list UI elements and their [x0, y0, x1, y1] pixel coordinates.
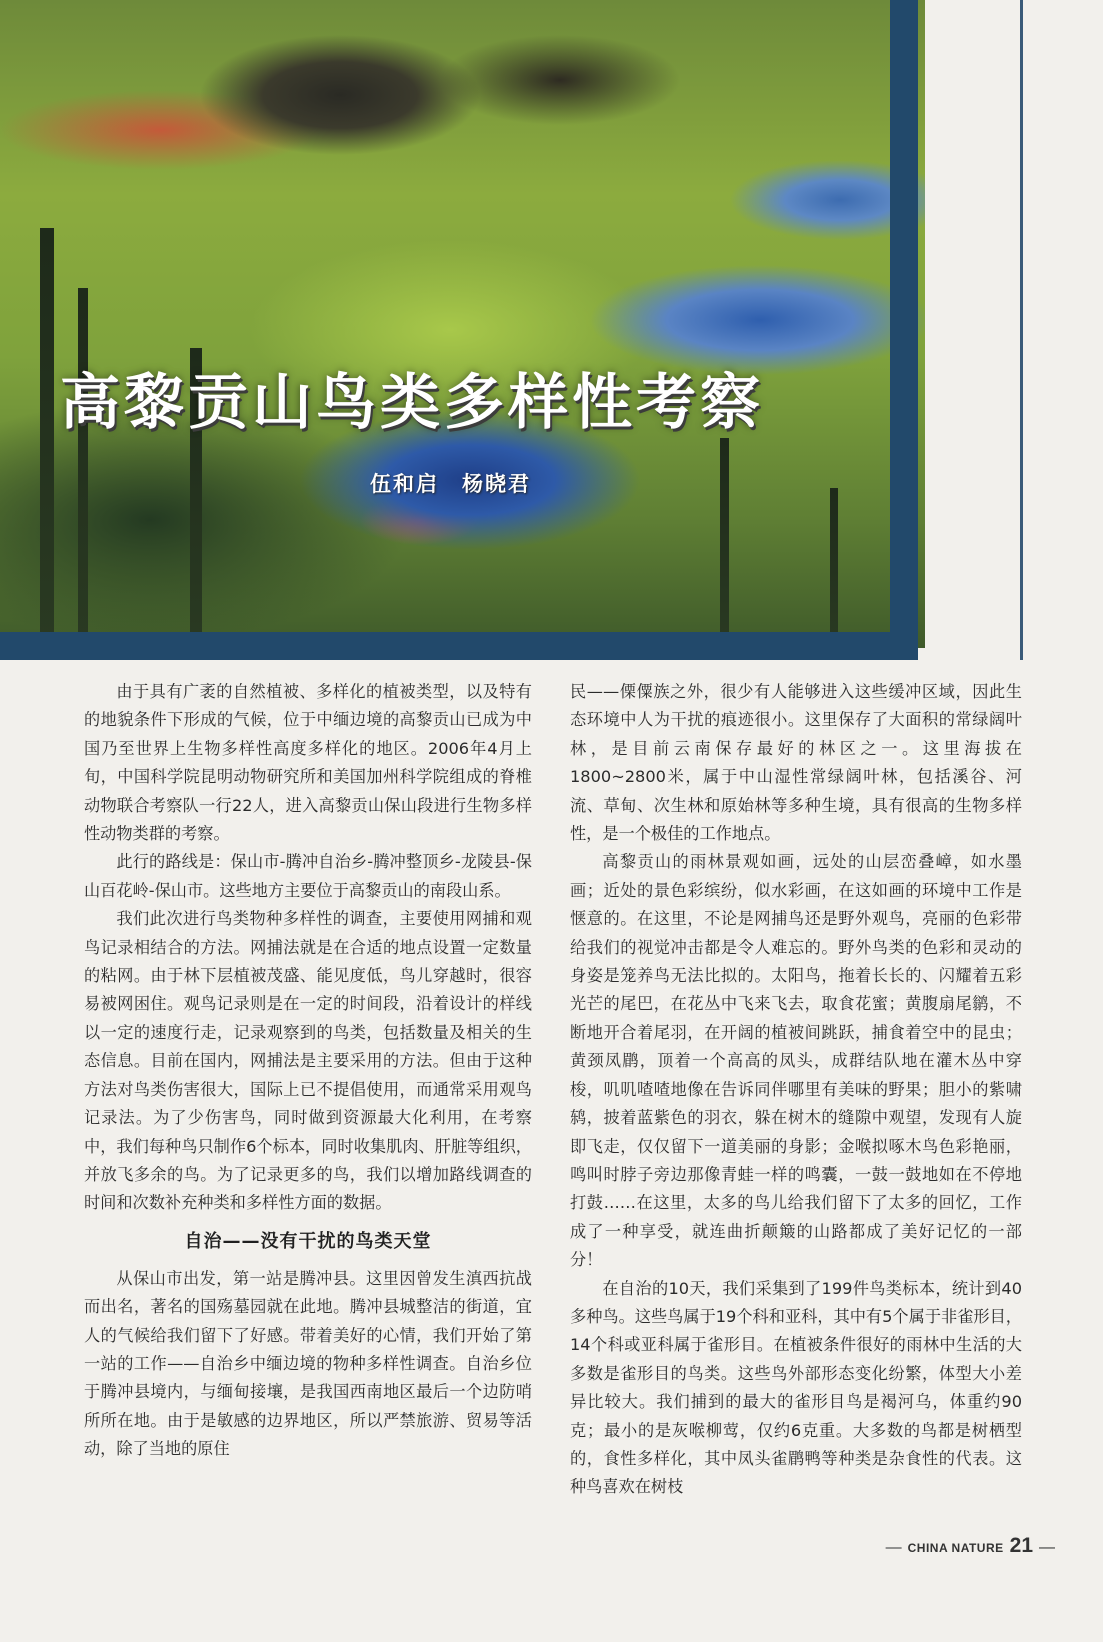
- paragraph-route: 此行的路线是：保山市-腾冲自治乡-腾冲整顶乡-龙陵县-保山百花岭-保山市。这些地方主要位于高黎贡山的南段山系。: [84, 852, 532, 900]
- magazine-name: CHINA NATURE: [907, 1541, 1004, 1555]
- frame-line: [1020, 0, 1023, 660]
- frame-bar-right: [890, 0, 918, 660]
- tree-silhouette: [720, 438, 729, 648]
- article-title: 高黎贡山鸟类多样性考察: [60, 368, 764, 438]
- page-footer: [886, 1534, 1055, 1558]
- paragraph-specimens: 在自治的10天，我们采集到了199件鸟类标本，统计到40多种鸟。这些鸟属于19个科和亚科，其中有5个属于非雀形目，14个科或亚科属于雀形目。在植被条件很好的雨林中生活的大多数是雀形目的鸟类。这些鸟外部形态变化纷繁，体型大小差异比较大。我们捕到的最大的雀形目鸟是褐河乌，体重约90克；最小的是灰喉柳莺，仅约6克重。大多数的鸟都是树栖型的，食性多样化，其中凤头雀鹛鸭等种类是杂食性的代表。这种鸟喜欢在树枝: [570, 1278, 1022, 1497]
- right-column: [570, 678, 1022, 1502]
- paragraph-methods: 我们此次进行鸟类物种多样性的调查，主要使用网捕和观鸟记录相结合的方法。网捕法就是在合适的地点设置一定数量的粘网。由于林下层植被茂盛、能见度低，鸟儿穿越时，很容易被网困住。观鸟记录则是在一定的时间段，沿着设计的样线以一定的速度行走，记录观察到的鸟类，包括数量及相关的生态信息。目前在国内，网捕法是主要采用的方法。但由于这种方法对鸟类伤害很大，国际上已不提倡使用，而通常采用观鸟记录法。为了少伤害鸟，同时做到资源最大化利用，在考察中，我们每种鸟只制作6个标本，同时收集肌肉、肝脏等组织，并放飞多余的鸟。为了记录更多的鸟，我们以增加路线调查的时间和次数补充种类和多样性方面的数据。: [84, 909, 532, 1213]
- left-column: [84, 678, 532, 1464]
- paragraph-intro: 由于具有广袤的自然植被、多样化的植被类型，以及特有的地貌条件下形成的气候，位于中缅边境的高黎贡山已成为中国乃至世界上生物多样性高度多样化的地区。2006年4月上旬，中国科学院昆明动物研究所和美国加州科学院组成的脊椎动物联合考察队一行22人，进入高黎贡山保山段进行生物多样性动物类群的考察。: [84, 682, 532, 844]
- paragraph-continued: 民——傈僳族之外，很少有人能够进入这些缓冲区域，因此生态环境中人为干扰的痕迹很小。这里保存了大面积的常绿阔叶林，是目前云南保存最好的林区之一。这里海拔在1800~2800米，属于中山湿性常绿阔叶林，包括溪谷、河流、草甸、次生林和原始林等多种生境，具有很高的生物多样性，是一个极佳的工作地点。: [570, 682, 1022, 844]
- page-number: 21: [1009, 1534, 1033, 1557]
- footer-dash: —: [1039, 1539, 1055, 1556]
- footer-dash: —: [885, 1539, 902, 1556]
- tree-silhouette: [40, 228, 54, 648]
- hero-photo: [0, 0, 925, 648]
- article-authors: 伍和启 杨晓君: [370, 471, 531, 496]
- tree-silhouette: [78, 288, 88, 648]
- section-heading: 自治——没有干扰的鸟类天堂: [184, 1230, 432, 1252]
- tree-silhouette: [830, 488, 838, 648]
- paragraph-scenery: 高黎贡山的雨林景观如画，远处的山层峦叠嶂，如水墨画；近处的景色彩缤纷，似水彩画，在这如画的环境中工作是惬意的。在这里，不论是网捕鸟还是野外观鸟，亮丽的色彩带给我们的视觉冲击都是令人难忘的。野外鸟类的色彩和灵动的身姿是笼养鸟无法比拟的。太阳鸟，拖着长长的、闪耀着五彩光芒的尾巴，在花丛中飞来飞去，取食花蜜；黄腹扇尾鹟，不断地开合着尾羽，在开阔的植被间跳跃，捕食着空中的昆虫；黄颈凤鹛，顶着一个高高的凤头，成群结队地在灌木丛中穿梭，叽叽喳喳地像在告诉同伴哪里有美味的野果；胆小的紫啸鸫，披着蓝紫色的羽衣，躲在树木的缝隙中观望，发现有人旋即飞走，仅仅留下一道美丽的身影；金喉拟啄木鸟色彩艳丽，鸣叫时脖子旁边那像青蛙一样的鸣囊，一鼓一鼓地如在不停地打鼓……在这里，太多的鸟儿给我们留下了太多的回忆，工作成了一种享受，就连曲折颠簸的山路都成了美好记忆的一部分！: [570, 852, 1022, 1270]
- paragraph-tengchong: 从保山市出发，第一站是腾冲县。这里因曾发生滇西抗战而出名，著名的国殇墓园就在此地。腾冲县城整洁的街道，宜人的气候给我们留下了好感。带着美好的心情，我们开始了第一站的工作——自治乡中缅边境的物种多样性调查。自治乡位于腾冲县境内，与缅甸接壤，是我国西南地区最后一个边防哨所所在地。由于是敏感的边界地区，所以严禁旅游、贸易等活动，除了当地的原住: [84, 1268, 532, 1459]
- frame-bar-bottom: [0, 632, 918, 660]
